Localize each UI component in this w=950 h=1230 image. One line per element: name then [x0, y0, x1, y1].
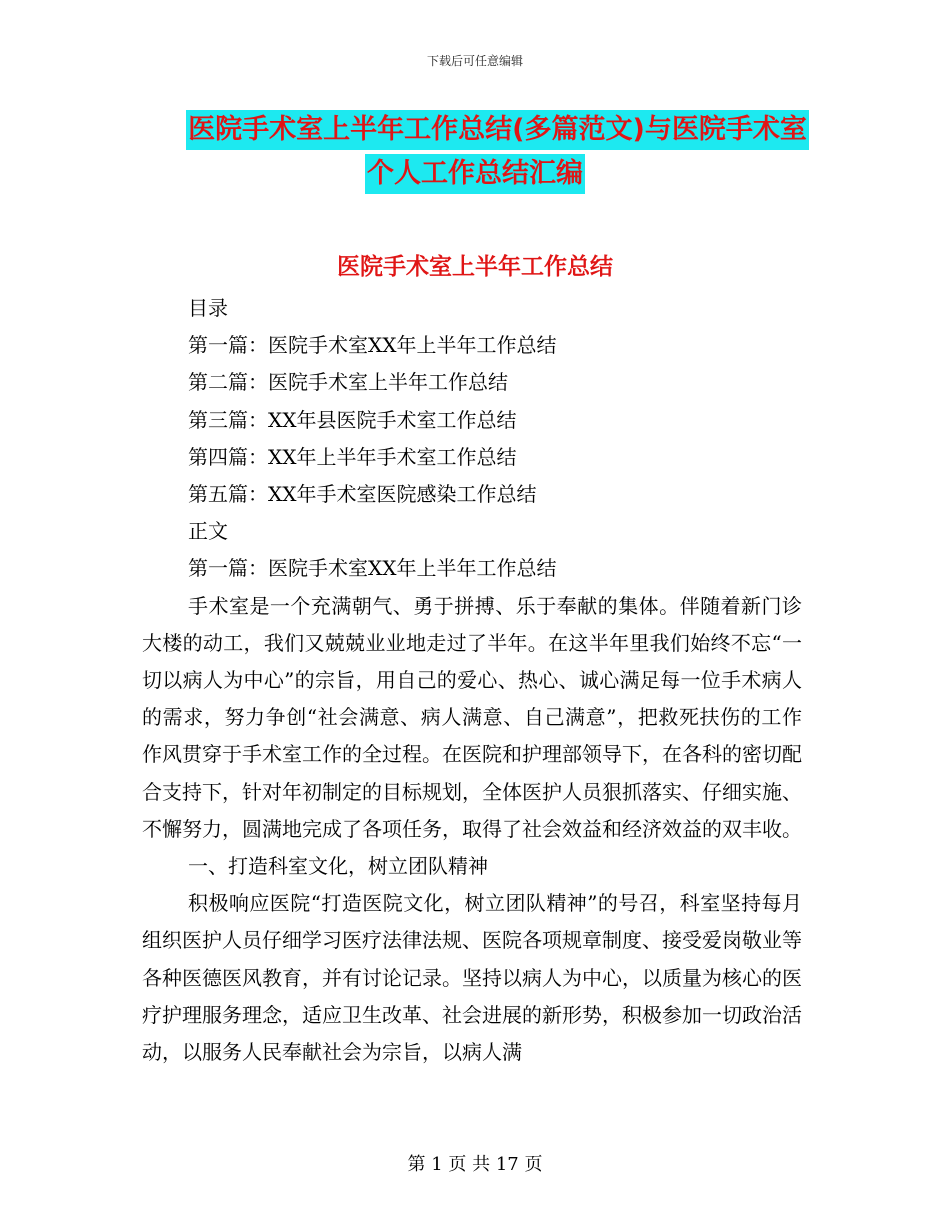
- section-heading: 一、打造科室文化，树立团队精神: [188, 854, 488, 879]
- section-subtitle: 医院手术室上半年工作总结: [337, 254, 613, 280]
- title-line-1: 医院手术室上半年工作总结(多篇范文)与医院手术室: [186, 110, 809, 150]
- paragraph: 积极响应医院“打造医院文化，树立团队精神”的号召，科室坚持每月组织医护人员仔细学习医疗法律法规、医院各项规章制度、接受爱岗敬业等各种医德医风教育，并有讨论记录。坚持以病人为中心，以质量为核心的医疗护理服务理念，适应卫生改革、社会进展的新形势，积极参加一切政治活动，以服务人民奉献社会为宗旨，以病人满: [142, 891, 802, 1065]
- toc-heading: 目录: [188, 296, 228, 320]
- toc-item: 第二篇：医院手术室上半年工作总结: [188, 370, 508, 395]
- paragraph: 手术室是一个充满朝气、勇于拼搏、乐于奉献的集体。伴随着新门诊大楼的动工，我们又兢兢业业地走过了半年。在这半年里我们始终不忘“一切以病人为中心”的宗旨，用自己的爱心、热心、诚心满足每一位手术病人的需求，努力争创“社会满意、病人满意、自己满意”，把救死扶伤的工作作风贯穿于手术室工作的全过程。在医院和护理部领导下，在各科的密切配合支持下，针对年初制定的目标规划，全体医护人员狠抓落实、仔细实施、不懈努力，圆满地完成了各项任务，取得了社会效益和经济效益的双丰收。: [142, 593, 802, 841]
- document-title: [0, 110, 950, 194]
- toc-item: 第三篇：XX年县医院手术室工作总结: [188, 407, 517, 432]
- page-number: 第 1 页 共 17 页: [407, 1154, 543, 1175]
- page-header-note: 下载后可任意编辑: [426, 54, 523, 68]
- title-line-2: 个人工作总结汇编: [365, 154, 585, 194]
- part-title: 第一篇：医院手术室XX年上半年工作总结: [188, 556, 557, 581]
- document-body: [142, 290, 802, 1071]
- toc-item: 第四篇：XX年上半年手术室工作总结: [188, 444, 517, 469]
- body-heading: 正文: [188, 519, 228, 544]
- toc-item: 第五篇：XX年手术室医院感染工作总结: [188, 482, 537, 507]
- toc-item: 第一篇：医院手术室XX年上半年工作总结: [188, 333, 557, 358]
